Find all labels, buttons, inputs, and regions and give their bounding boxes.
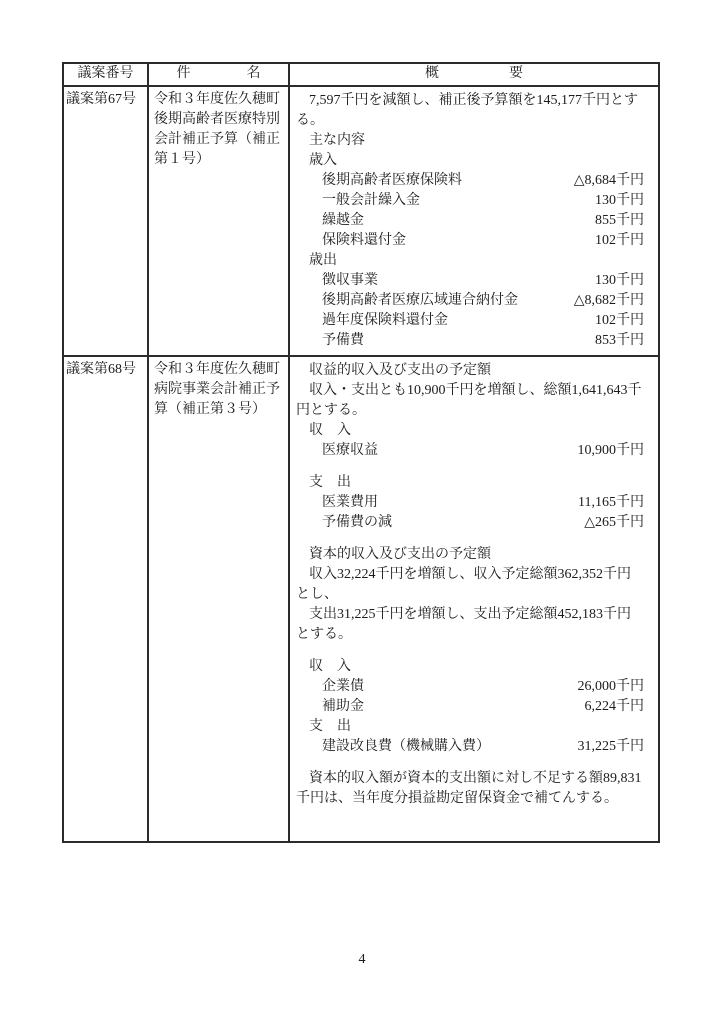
- summary-heading: 資本的収入及び支出の予定額: [309, 547, 491, 562]
- summary-paragraph: 収入32,224千円を増額し、収入予定総額362,352千円とし、: [296, 567, 631, 602]
- summary-item-label: 医療収益: [322, 443, 378, 458]
- summary-item-line: [296, 513, 644, 533]
- summary-item-amount: 10,900千円: [577, 443, 644, 458]
- summary-item-line: [296, 271, 644, 291]
- summary-item-label: 企業債: [322, 679, 364, 694]
- bill-summary-cell: [289, 356, 659, 842]
- summary-item-amount: 130千円: [595, 193, 644, 208]
- col-header-title: 件 名: [148, 63, 289, 86]
- summary-heading: 主な内容: [309, 133, 365, 148]
- summary-item-line: [296, 211, 644, 231]
- summary-item-line: [296, 331, 644, 351]
- summary-item-amount: 6,224千円: [584, 699, 644, 714]
- summary-item-label: 繰越金: [322, 213, 364, 228]
- summary-item-amount: △8,682千円: [573, 293, 644, 308]
- summary-heading: 歳入: [309, 153, 337, 168]
- summary-item-line: [296, 737, 644, 757]
- bill-title-cell: 令和３年度佐久穂町病院事業会計補正予算（補正第３号）: [148, 356, 289, 842]
- summary-item-amount: △265千円: [584, 515, 644, 530]
- summary-item-line: [296, 493, 644, 513]
- summary-item-amount: △8,684千円: [573, 173, 644, 188]
- bill-title-cell: 令和３年度佐久穂町後期高齢者医療特別会計補正予算（補正第１号）: [148, 86, 289, 356]
- summary-paragraph: 資本的収入額が資本的支出額に対し不足する額89,831千円は、当年度分損益勘定留保資金で補てんする。: [296, 771, 642, 806]
- summary-paragraph: 7,597千円を減額し、補正後予算額を145,177千円とする。: [296, 93, 638, 128]
- summary-item-line: [296, 311, 644, 331]
- summary-item-label: 徴収事業: [322, 273, 378, 288]
- table-row: [63, 86, 659, 356]
- summary-heading: 支 出: [309, 475, 351, 490]
- summary-item-line: [296, 441, 644, 461]
- summary-heading: 歳出: [309, 253, 337, 268]
- page-number: 4: [358, 952, 366, 967]
- summary-item-label: 一般会計繰入金: [322, 193, 420, 208]
- summary-item-label: 保険料還付金: [322, 233, 406, 248]
- summary-item-line: [296, 171, 644, 191]
- summary-item-line: [296, 677, 644, 697]
- summary-item-label: 医業費用: [322, 495, 378, 510]
- summary-item-line: [296, 697, 644, 717]
- bill-summary-cell: [289, 86, 659, 356]
- col-header-summary: 概 要: [289, 63, 659, 86]
- summary-item-label: 補助金: [322, 699, 364, 714]
- summary-item-amount: 26,000千円: [577, 679, 644, 694]
- summary-spacer: [296, 461, 644, 473]
- summary-item-line: [296, 231, 644, 251]
- summary-item-amount: 11,165千円: [578, 495, 644, 510]
- summary-item-amount: 31,225千円: [577, 739, 644, 754]
- table-header-row: [63, 63, 659, 86]
- summary-item-amount: 102千円: [595, 233, 644, 248]
- col-header-bill-number: 議案番号: [63, 63, 148, 86]
- summary-spacer: [296, 533, 644, 545]
- summary-item-label: 予備費: [322, 333, 364, 348]
- summary-item-label: 後期高齢者医療広域連合納付金: [322, 293, 518, 308]
- summary-item-amount: 853千円: [595, 333, 644, 348]
- summary-item-amount: 102千円: [595, 313, 644, 328]
- summary-item-amount: 130千円: [595, 273, 644, 288]
- summary-paragraph: 支出31,225千円を増額し、支出予定総額452,183千円とする。: [296, 607, 631, 642]
- summary-heading: 支 出: [309, 719, 351, 734]
- bill-number-cell: 議案第68号: [63, 356, 148, 842]
- summary-item-amount: 855千円: [595, 213, 644, 228]
- summary-item-label: 建設改良費（機械購入費）: [322, 739, 490, 754]
- summary-heading: 収 入: [309, 423, 351, 438]
- summary-paragraph: 収入・支出とも10,900千円を増額し、総額1,641,643千円とする。: [296, 383, 642, 418]
- summary-item-label: 過年度保険料還付金: [322, 313, 448, 328]
- summary-item-line: [296, 291, 644, 311]
- summary-spacer: [296, 645, 644, 657]
- table-row: [63, 356, 659, 842]
- bill-number-cell: 議案第67号: [63, 86, 148, 356]
- summary-heading: 収 入: [309, 659, 351, 674]
- summary-spacer: [296, 757, 644, 769]
- summary-item-label: 予備費の減: [322, 515, 392, 530]
- summary-item-label: 後期高齢者医療保険料: [322, 173, 462, 188]
- summary-item-line: [296, 191, 644, 211]
- bills-table: [62, 62, 660, 843]
- summary-heading: 収益的収入及び支出の予定額: [309, 363, 491, 378]
